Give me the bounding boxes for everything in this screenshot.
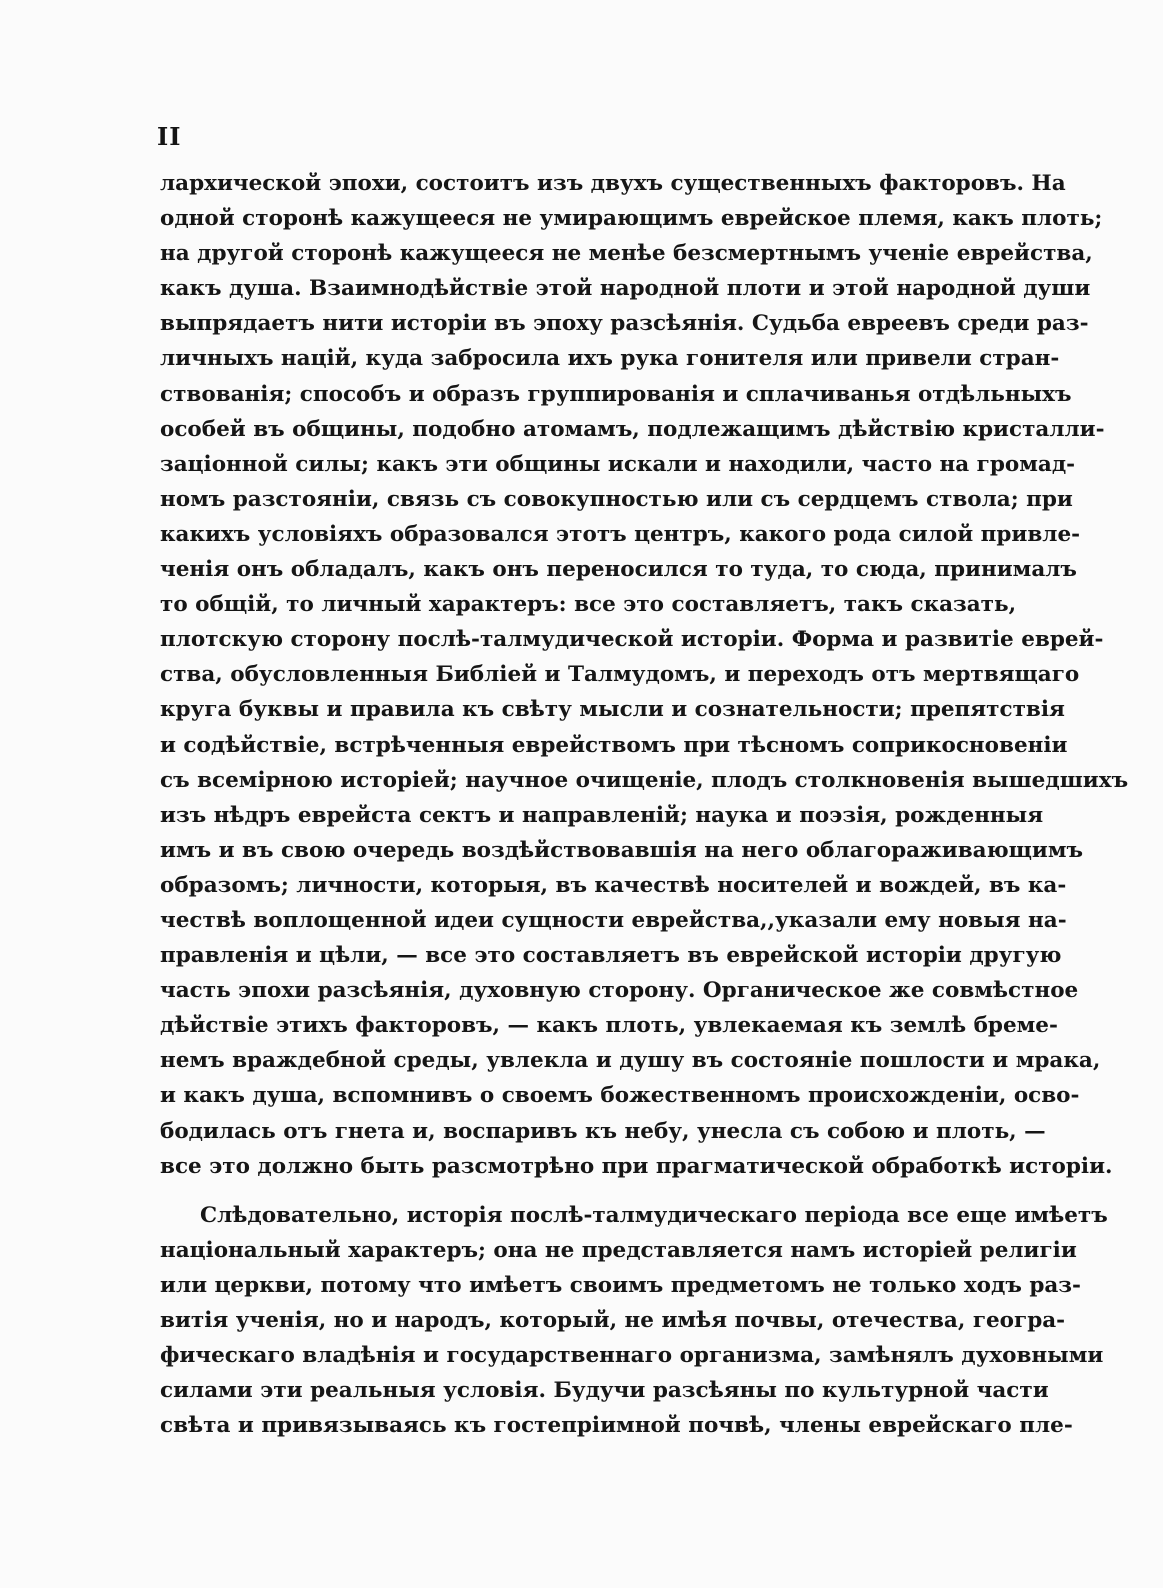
text-line: ствованія; способъ и образъ группированія и сплачиванья отдѣльныхъ [160,381,1072,407]
text-line: номъ разстояніи, связь съ совокупностью или съ сердцемъ ствола; при [160,486,1073,512]
text-line: какихъ условіяхъ образовался этотъ центръ, какого рода силой привле- [160,521,1081,547]
text-line: лархической эпохи, состоитъ изъ двухъ существенныхъ факторовъ. На [160,171,1066,196]
body-text [160,166,1129,1443]
text-line: все это должно быть разсмотрѣно при прагматической обработкѣ исторіи. [160,1153,1113,1179]
text-line: ченія онъ обладалъ, какъ онъ переносился то туда, то сюда, принималъ [160,557,1077,583]
text-line: дѣйствіе этихъ факторовъ, — какъ плоть, увлекаемая къ землѣ бреме- [160,1013,1058,1039]
text-line: свѣта и привязываясь къ гостепріимной почвѣ, члены еврейскаго пле- [160,1413,1073,1439]
text-line: чествѣ воплощенной идеи сущности еврейства,,указали ему новыя на- [160,907,1067,933]
text-line: витія ученія, но и народъ, который, не имѣя почвы, отечества, геогра- [160,1308,1066,1333]
text-line: одной сторонѣ кажущееся не умирающимъ еврейское племя, какъ плоть; [160,206,1103,232]
page-number: II [157,122,182,151]
text-line: круга буквы и правила къ свѣту мысли и сознательности; препятствія [160,697,1065,723]
text-line: образомъ; личности, которыя, въ качествѣ носителей и вождей, въ ка- [160,872,1067,898]
text-line: бодилась отъ гнета и, воспаривъ къ небу, унесла съ собою и плоть, — [160,1118,1046,1144]
text-line: на другой сторонѣ кажущееся не менѣе безсмертнымъ ученіе еврейства, [160,241,1093,267]
text-line: національный характеръ; она не представляется намъ исторіей религіи [160,1237,1077,1263]
text-line: имъ и въ свою очередь воздѣйствовавшія на него облагораживающимъ [160,837,1084,863]
text-line: фическаго владѣнія и государственнаго организма, замѣнялъ духовными [160,1343,1104,1369]
text-line: немъ враждебной среды, увлекла и душу въ состояніе пошлости и мрака, [160,1048,1101,1074]
paragraph-2 [160,1198,1108,1444]
text-line: или церкви, потому что имѣетъ своимъ предметомъ не только ходъ раз- [160,1272,1081,1298]
text-line: ства, обусловленныя Библіей и Талмудомъ, и переходъ отъ мертвящаго [160,662,1080,688]
text-line: съ всемірною исторіей; научное очищеніе, плодъ столкновенія вышедшихъ [160,767,1129,793]
text-line: личныхъ націй, куда забросила ихъ рука гонителя или привели стран- [160,346,1060,372]
paragraph-gap [160,1184,948,1198]
text-line: Слѣдовательно, исторія послѣ-талмудическаго періода все еще имѣетъ [200,1202,1108,1228]
text-line: какъ душа. Взаимнодѣйствіе этой народной плоти и этой народной души [160,276,1091,302]
text-line: особей въ общины, подобно атомамъ, подлежащимъ дѣйствію кристалли- [160,416,1105,442]
text-line: заціонной силы; какъ эти общины искали и находили, часто на громад- [160,451,1076,477]
text-line: плотскую сторону послѣ-талмудической исторіи. Форма и развитіе еврей- [160,627,1104,653]
text-line: и какъ душа, вспомнивъ о своемъ божественномъ происхожденіи, осво- [160,1083,1080,1109]
text-line: часть эпохи разсѣянія, духовную сторону. Органическое же совмѣстное [160,978,1079,1004]
text-line: изъ нѣдръ еврейста сектъ и направленій; наука и поэзія, рожденныя [160,802,1044,828]
text-line: правленія и цѣли, — все это составляетъ въ еврейской исторіи другую [160,943,1062,969]
text-line: то общій, то личный характеръ: все это составляетъ, такъ сказать, [160,592,1017,618]
text-line: и содѣйствіе, встрѣченныя еврействомъ при тѣсномъ соприкосновеніи [160,732,1068,758]
text-line: силами эти реальныя условія. Будучи разсѣяны по культурной части [160,1378,1049,1404]
text-line: выпрядаетъ нити исторіи въ эпоху разсѣянія. Судьба евреевъ среди раз- [160,311,1089,337]
paragraph-1 [160,166,1129,1184]
